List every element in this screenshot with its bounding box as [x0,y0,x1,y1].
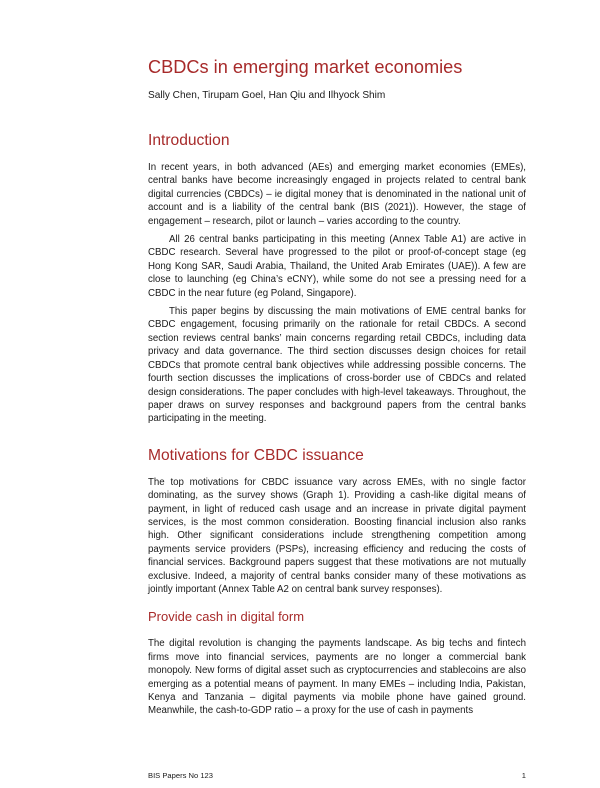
introduction-paragraph-3: This paper begins by discussing the main motivations of EME central banks for CBDC engagement, focusing primarily on the rationale for retail CBDCs. A second section reviews central banks’ main concerns regarding retail CBDCs, including data privacy and data governance. The third section discusses design choices for retail CBDCs that promote central bank objectives while addressing possible concerns. The fourth section discusses the implications of cross-border use of CBDCs and related design considerations. The paper concludes with high-level takeaways. Throughout, the paper draws on survey responses and background papers from the central banks participating in the meeting. [148,306,526,425]
footer-page-number: 1 [521,771,526,780]
page-body [148,56,526,718]
section-heading-introduction: Introduction [148,132,230,149]
section-heading-motivations: Motivations for CBDC issuance [148,446,364,464]
paper-authors: Sally Chen, Tirupam Goel, Han Qiu and Ilhyock Shim [148,90,386,101]
footer-publication: BIS Papers No 123 [148,771,214,780]
paper-title: CBDCs in emerging market economies [148,57,463,77]
introduction-paragraph-2: All 26 central banks participating in this meeting (Annex Table A1) are active in CBDC research. Several have progressed to the pilot or proof-of-concept stage (eg Hong Kong SAR, Saudi Arabia, Thailand, the United Arab Emirates (UAE)). A few are close to launching (eg China’s eCNY), while some do not see a pressing need for a CBDC in the near future (eg Poland, Singapore). [148,234,526,299]
subsection-heading-digital-cash: Provide cash in digital form [148,609,305,625]
digital-cash-paragraph-1: The digital revolution is changing the payments landscape. As big techs and fintech firms move into financial services, payments are no longer a commercial bank monopoly. New forms of digital asset such as cryptocurrencies and stablecoins are also emerging as a potential means of payment. In many EMEs – including India, Pakistan, Kenya and Tanzania – digital payments via mobile phone have gained ground. Meanwhile, the cash-to-GDP ratio – a proxy for the use of cash in payments [148,638,526,717]
introduction-paragraph-1: In recent years, in both advanced (AEs) and emerging market economies (EMEs), central banks have become increasingly engaged in projects related to central bank digital currencies (CBDCs) – ie digital money that is denominated in the national unit of account and is a liability of the central bank (BIS (2021)). However, the stage of engagement – research, pilot or launch – varies according to the country. [148,162,526,227]
motivations-paragraph-1: The top motivations for CBDC issuance vary across EMEs, with no single factor dominating, as the survey shows (Graph 1). Providing a cash-like digital means of payment, in light of reduced cash usage and an increase in private digital payment services, is the most common consideration. Boosting financial inclusion also ranks high. Other significant considerations include strengthening competition among payments service providers (PSPs), increasing efficiency and reducing the costs of financial services. Background papers suggest that these motivations are not mutually exclusive. Indeed, a majority of central banks consider many of these motivations as jointly important (Annex Table A2 on central bank survey responses). [148,476,526,595]
